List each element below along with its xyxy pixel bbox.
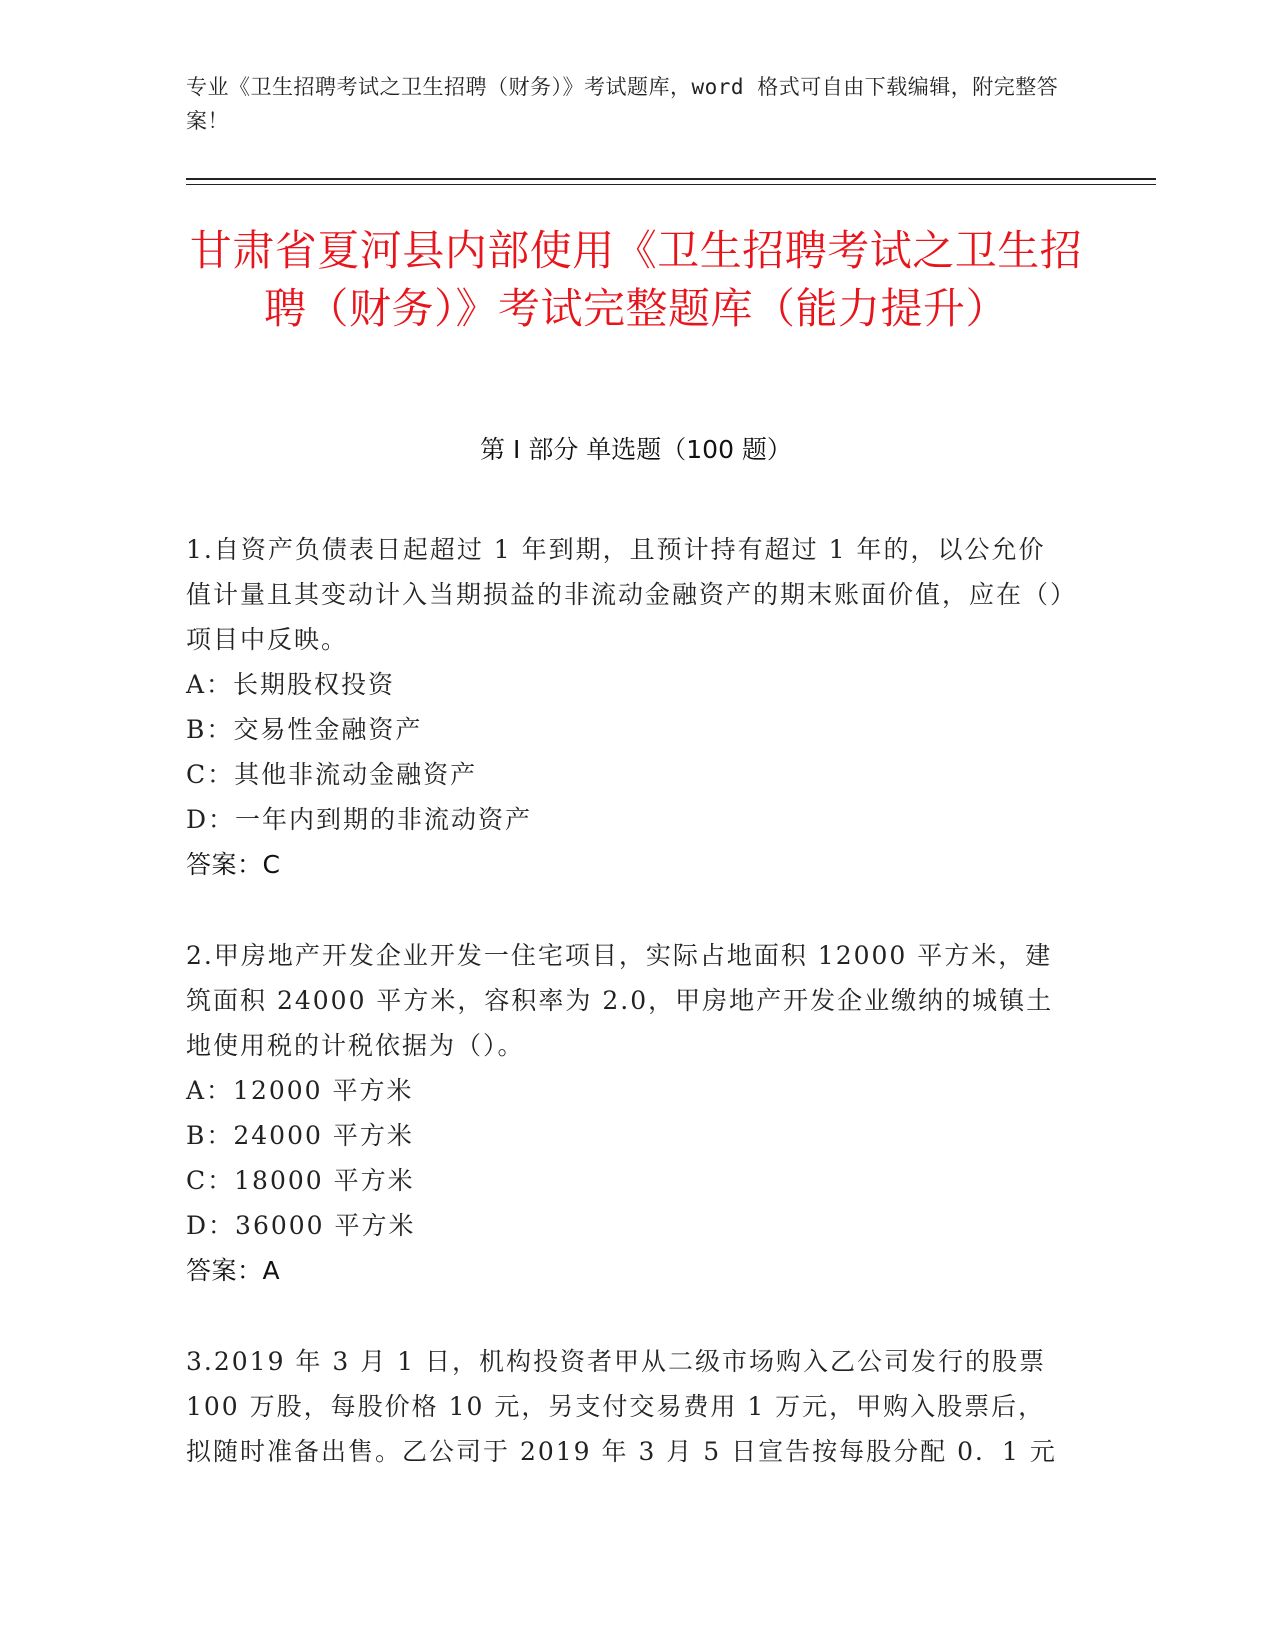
question-stem: 3.2019 年 3 月 1 日，机构投资者甲从二级市场购入乙公司发行的股票 100 万股，每股价格 10 元，另支付交易费用 1 万元，甲购入股票后，拟随时准备出售。乙公司于 2019 年 3 月 5 日宣告按每股分配 0．1 元 [186, 1347, 1057, 1466]
section-title: 第 I 部分 单选题（100 题） [480, 435, 792, 464]
question-1 [186, 527, 1066, 887]
option-b: B：24000 平方米 [186, 1121, 414, 1150]
header-divider-thin [186, 184, 1156, 185]
question-3 [186, 1339, 1066, 1474]
option-c: C：其他非流动金融资产 [186, 760, 478, 789]
answer-line: 答案：C [186, 850, 281, 879]
option-d: D：一年内到期的非流动资产 [186, 805, 533, 834]
option-b: B：交易性金融资产 [186, 715, 423, 744]
option-a: A：12000 平方米 [186, 1076, 414, 1105]
question-2 [186, 933, 1066, 1293]
option-c: C：18000 平方米 [186, 1166, 415, 1195]
option-d: D：36000 平方米 [186, 1211, 416, 1240]
header-note: 专业《卫生招聘考试之卫生招聘（财务）》考试题库，word 格式可自由下载编辑，附完整答案！ [186, 75, 1059, 133]
answer-line: 答案：A [186, 1256, 281, 1285]
option-a: A：长期股权投资 [186, 670, 396, 699]
document-title: 甘肃省夏河县内部使用《卫生招聘考试之卫生招聘（财务）》考试完整题库（能力提升） [189, 226, 1083, 333]
question-stem: 2.甲房地产开发企业开发一住宅项目，实际占地面积 12000 平方米，建筑面积 24000 平方米，容积率为 2.0，甲房地产开发企业缴纳的城镇土地使用税的计税依据为（）。 [186, 941, 1054, 1060]
question-stem: 1.自资产负债表日起超过 1 年到期，且预计持有超过 1 年的，以公允价值计量且其变动计入当期损益的非流动金融资产的期末账面价值，应在（）项目中反映。 [186, 535, 1065, 654]
header-divider-thick [186, 178, 1156, 180]
